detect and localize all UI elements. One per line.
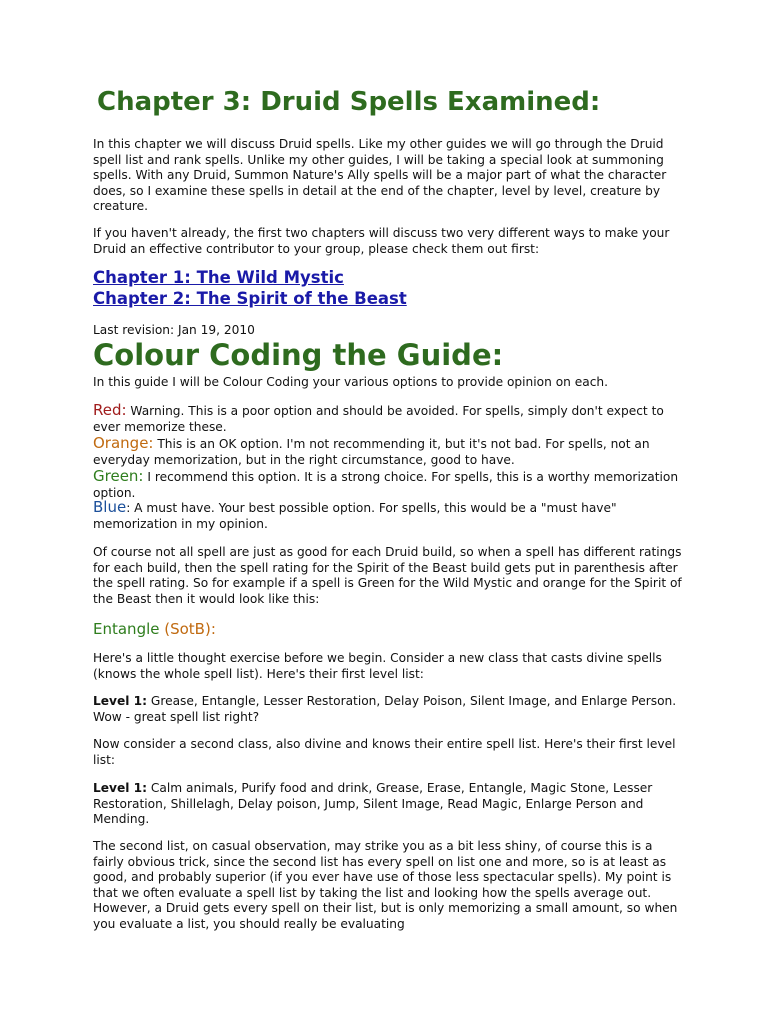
list2-text: Calm animals, Purify food and drink, Grease, Erase, Entangle, Magic Stone, Lesser Restoration, Shillelagh, Delay poison, Jump, Silent Image, Read Magic, Enlarge Person and Mending. [93,781,653,826]
example-entry [93,620,216,638]
colour-label-green: Green: [93,467,144,485]
colour-label-blue: Blue [93,498,127,516]
colour-key-red [93,403,683,435]
second-intro: Now consider a second class, also divine and knows their entire spell list. Here's their first level list: [93,737,676,767]
colour-desc-orange: This is an OK option. I'm not recommending it, but it's not bad. For spells, not an everyday memorization, but in the right circumstance, good to have. [93,437,650,467]
spell-list-2 [93,781,683,828]
example-sotb-tag: (SotB): [164,620,216,638]
colour-desc-red: Warning. This is a poor option and should be avoided. For spells, simply don't expect to ever memorize these. [93,404,664,434]
intro-paragraph-2: If you haven't already, the first two chapters will discuss two very different ways to make your Druid an effective contributor to your group, please check them out first: [93,226,670,256]
closing-paragraph: The second list, on casual observation, may strike you as a bit less shiny, of course this is a fairly obvious trick, since the second list has every spell on list one and more, so is at least as good, and probably superior (if you ever have use of those less spectacular spells). My point is that we often evaluate a spell list by taking the list and looking how the spells average out. However, a Druid gets every spell on their list, but is only memorizing a small amount, so when you evaluate a list, you should really be evaluating [93,839,678,931]
spell-list-1 [93,694,683,725]
colour-key-green [93,469,683,501]
chapter-title: Chapter 3: Druid Spells Examined: [97,87,601,117]
example-spell-name: Entangle [93,620,165,638]
list1-label: Level 1: [93,694,148,708]
link-chapter-2[interactable]: Chapter 2: The Spirit of the Beast [93,289,407,308]
build-paragraph: Of course not all spell are just as good for each Druid build, so when a spell has different ratings for each build, then the spell rating for the Spirit of the Beast build gets put in parenthesis after the spell rating. So for example if a spell is Green for the Wild Mystic and orange for the Spirit of the Beast then it would look like this: [93,545,682,606]
list2-label: Level 1: [93,781,148,795]
colour-coding-heading: Colour Coding the Guide: [93,338,504,372]
intro-paragraph: In this chapter we will discuss Druid spells. Like my other guides we will go through the Druid spell list and rank spells. Unlike my other guides, I will be taking a special look at summoning spells. With any Druid, Summon Nature's Ally spells will be a major part of what the character does, so I examine these spells in detail at the end of the chapter, level by level, creature by creature. [93,137,667,213]
colour-key-orange [93,436,683,468]
link-chapter-1[interactable]: Chapter 1: The Wild Mystic [93,268,344,287]
colour-desc-blue: : A must have. Your best possible option. For spells, this would be a "must have" memorization in my opinion. [93,501,617,531]
thought-intro: Here's a little thought exercise before we begin. Consider a new class that casts divine spells (knows the whole spell list). Here's their first level list: [93,651,662,681]
colour-label-orange: Orange: [93,434,154,452]
colour-intro: In this guide I will be Colour Coding your various options to provide opinion on each. [93,375,609,389]
list1-text: Grease, Entangle, Lesser Restoration, Delay Poison, Silent Image, and Enlarge Person. Wow - great spell list right? [93,694,677,724]
last-revision: Last revision: Jan 19, 2010 [93,323,255,337]
colour-label-red: Red: [93,401,127,419]
colour-desc-green: I recommend this option. It is a strong choice. For spells, this is a worthy memorization option. [93,470,679,500]
colour-key-blue [93,500,683,532]
